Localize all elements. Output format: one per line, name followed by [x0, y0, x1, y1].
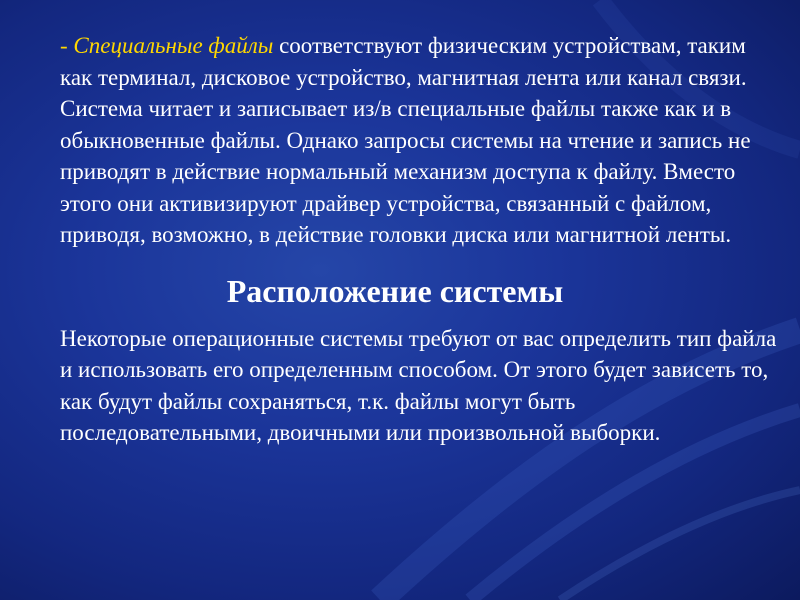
section-heading: Расположение системы — [226, 272, 564, 309]
slide-content — [60, 30, 780, 449]
special-files-description: соответствуют физическим устройствам, таким как терминал, дисковое устройство, магнитная лента или канал связи. Система читает и записывает из/в специальные файлы также как и в обыкновенные файлы. Однако запросы системы на чтение и запись не приводят в действие нормальный механизм доступа к файлу. Вместо этого они активизируют драйвер устройства, связанный с файлом, приводя, возможно, в действие головки диска или магнитной ленты. — [60, 33, 751, 247]
special-files-paragraph — [60, 30, 780, 251]
system-location-paragraph: Некоторые операционные системы требуют от вас определить тип файла и использовать его определенным способом. От этого будет зависеть то, как будут файлы сохраняться, т.к. файлы могут быть последовательными, двоичными или произвольной выборки. — [60, 325, 777, 445]
special-files-term: - Специальные файлы — [60, 33, 274, 58]
